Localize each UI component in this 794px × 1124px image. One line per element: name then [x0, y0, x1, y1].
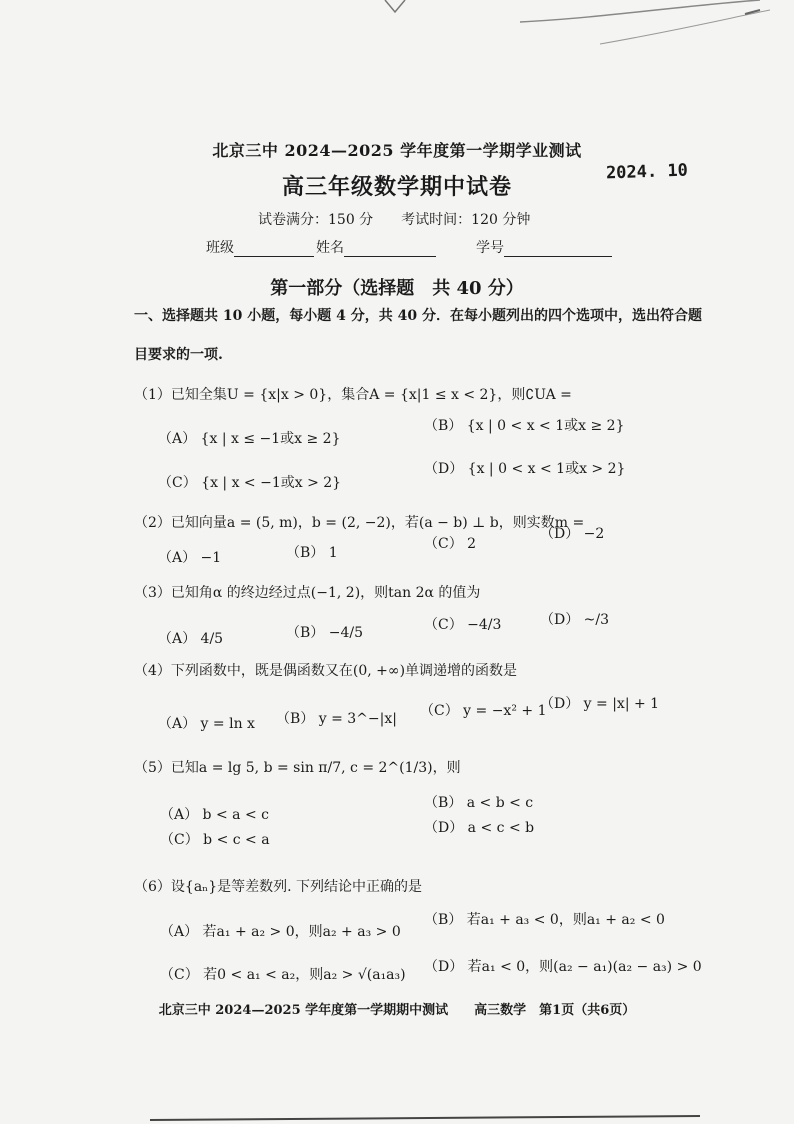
question-4-stem: （4）下列函数中，既是偶函数又在(0, +∞)单调递增的函数是 [134, 663, 518, 679]
question-5-option-a: （A） b < a < c [160, 807, 269, 823]
question-4-option-d: （D） y = |x| + 1 [540, 696, 660, 712]
exam-title-school: 北京三中 2024—2025 学年度第一学期学业测试 [212, 141, 582, 160]
student-id-field [476, 237, 612, 257]
question-1-option-c: （C） {x | x < −1或x > 2} [158, 475, 342, 491]
student-id-blank [504, 242, 612, 257]
name-field [316, 237, 436, 257]
question-5-option-c: （C） b < c < a [160, 832, 270, 848]
question-2-option-c: （C） 2 [424, 536, 477, 552]
question-4-option-a: （A） y = ln x [158, 716, 255, 732]
section-title: 第一部分（选择题 共 40 分） [270, 278, 524, 299]
question-6-option-c: （C） 若0 < a₁ < a₂，则a₂ > √(a₁a₃) [160, 967, 406, 983]
question-5-option-b: （B） a < b < c [424, 795, 534, 811]
page-footer: 北京三中 2024—2025 学年度第一学期期中测试 高三数学 第1页（共6页） [158, 1003, 636, 1018]
question-5-stem: （5）已知a = lg 5, b = sin π/7, c = 2^(1/3)，则 [134, 760, 461, 776]
question-6-option-d: （D） 若a₁ < 0，则(a₂ − a₁)(a₂ − a₃) > 0 [424, 959, 702, 975]
scan-artifact-top [0, 0, 794, 60]
question-2-option-d: （D） −2 [540, 526, 605, 542]
score-time-info: 试卷满分：150 分 考试时间：120 分钟 [258, 212, 531, 228]
name-label: 姓名 [316, 240, 344, 256]
question-5-option-d: （D） a < c < b [424, 820, 535, 836]
class-blank [234, 242, 314, 257]
question-2-stem: （2）已知向量a = (5, m)，b = (2, −2)，若(a − b) ⊥ b，则实数m = [134, 515, 585, 531]
question-1-option-a: （A） {x | x ≤ −1或x ≥ 2} [158, 431, 341, 447]
section-instructions-line2: 目要求的一项. [134, 347, 223, 363]
question-3-stem: （3）已知角α 的终边经过点(−1, 2)，则tan 2α 的值为 [134, 585, 481, 601]
question-1-option-b: （B） {x | 0 < x < 1或x ≥ 2} [424, 418, 625, 434]
question-3-option-a: （A） 4/5 [158, 631, 224, 647]
question-1-option-d: （D） {x | 0 < x < 1或x > 2} [424, 461, 626, 477]
question-2-option-a: （A） −1 [158, 550, 222, 566]
question-6-stem: （6）设{aₙ}是等差数列. 下列结论中正确的是 [134, 879, 423, 895]
question-1-stem: （1）已知全集U = {x|x > 0}，集合A = {x|1 ≤ x < 2}，则∁UA = [134, 387, 572, 403]
exam-date: 2024. 10 [605, 160, 689, 184]
question-3-option-d: （D） ~/3 [540, 612, 610, 628]
section-instructions-line1: 一、选择题共 10 小题，每小题 4 分，共 40 分．在每小题列出的四个选项中，选出符合题 [134, 308, 702, 324]
question-2-option-b: （B） 1 [286, 545, 338, 561]
question-6-option-b: （B） 若a₁ + a₃ < 0，则a₁ + a₂ < 0 [424, 912, 665, 928]
question-4-option-c: （C） y = −x² + 1 [420, 703, 547, 719]
name-blank [344, 242, 436, 257]
question-3-option-c: （C） −4/3 [424, 617, 502, 633]
scan-artifact-bottom [0, 1080, 794, 1124]
question-3-option-b: （B） −4/5 [286, 625, 363, 641]
exam-title-main: 高三年级数学期中试卷 [281, 174, 512, 200]
question-6-option-a: （A） 若a₁ + a₂ > 0，则a₂ + a₃ > 0 [160, 924, 401, 940]
class-field [206, 237, 314, 257]
question-4-option-b: （B） y = 3^−|x| [276, 711, 397, 727]
student-id-label: 学号 [476, 240, 504, 256]
class-label: 班级 [206, 240, 234, 256]
